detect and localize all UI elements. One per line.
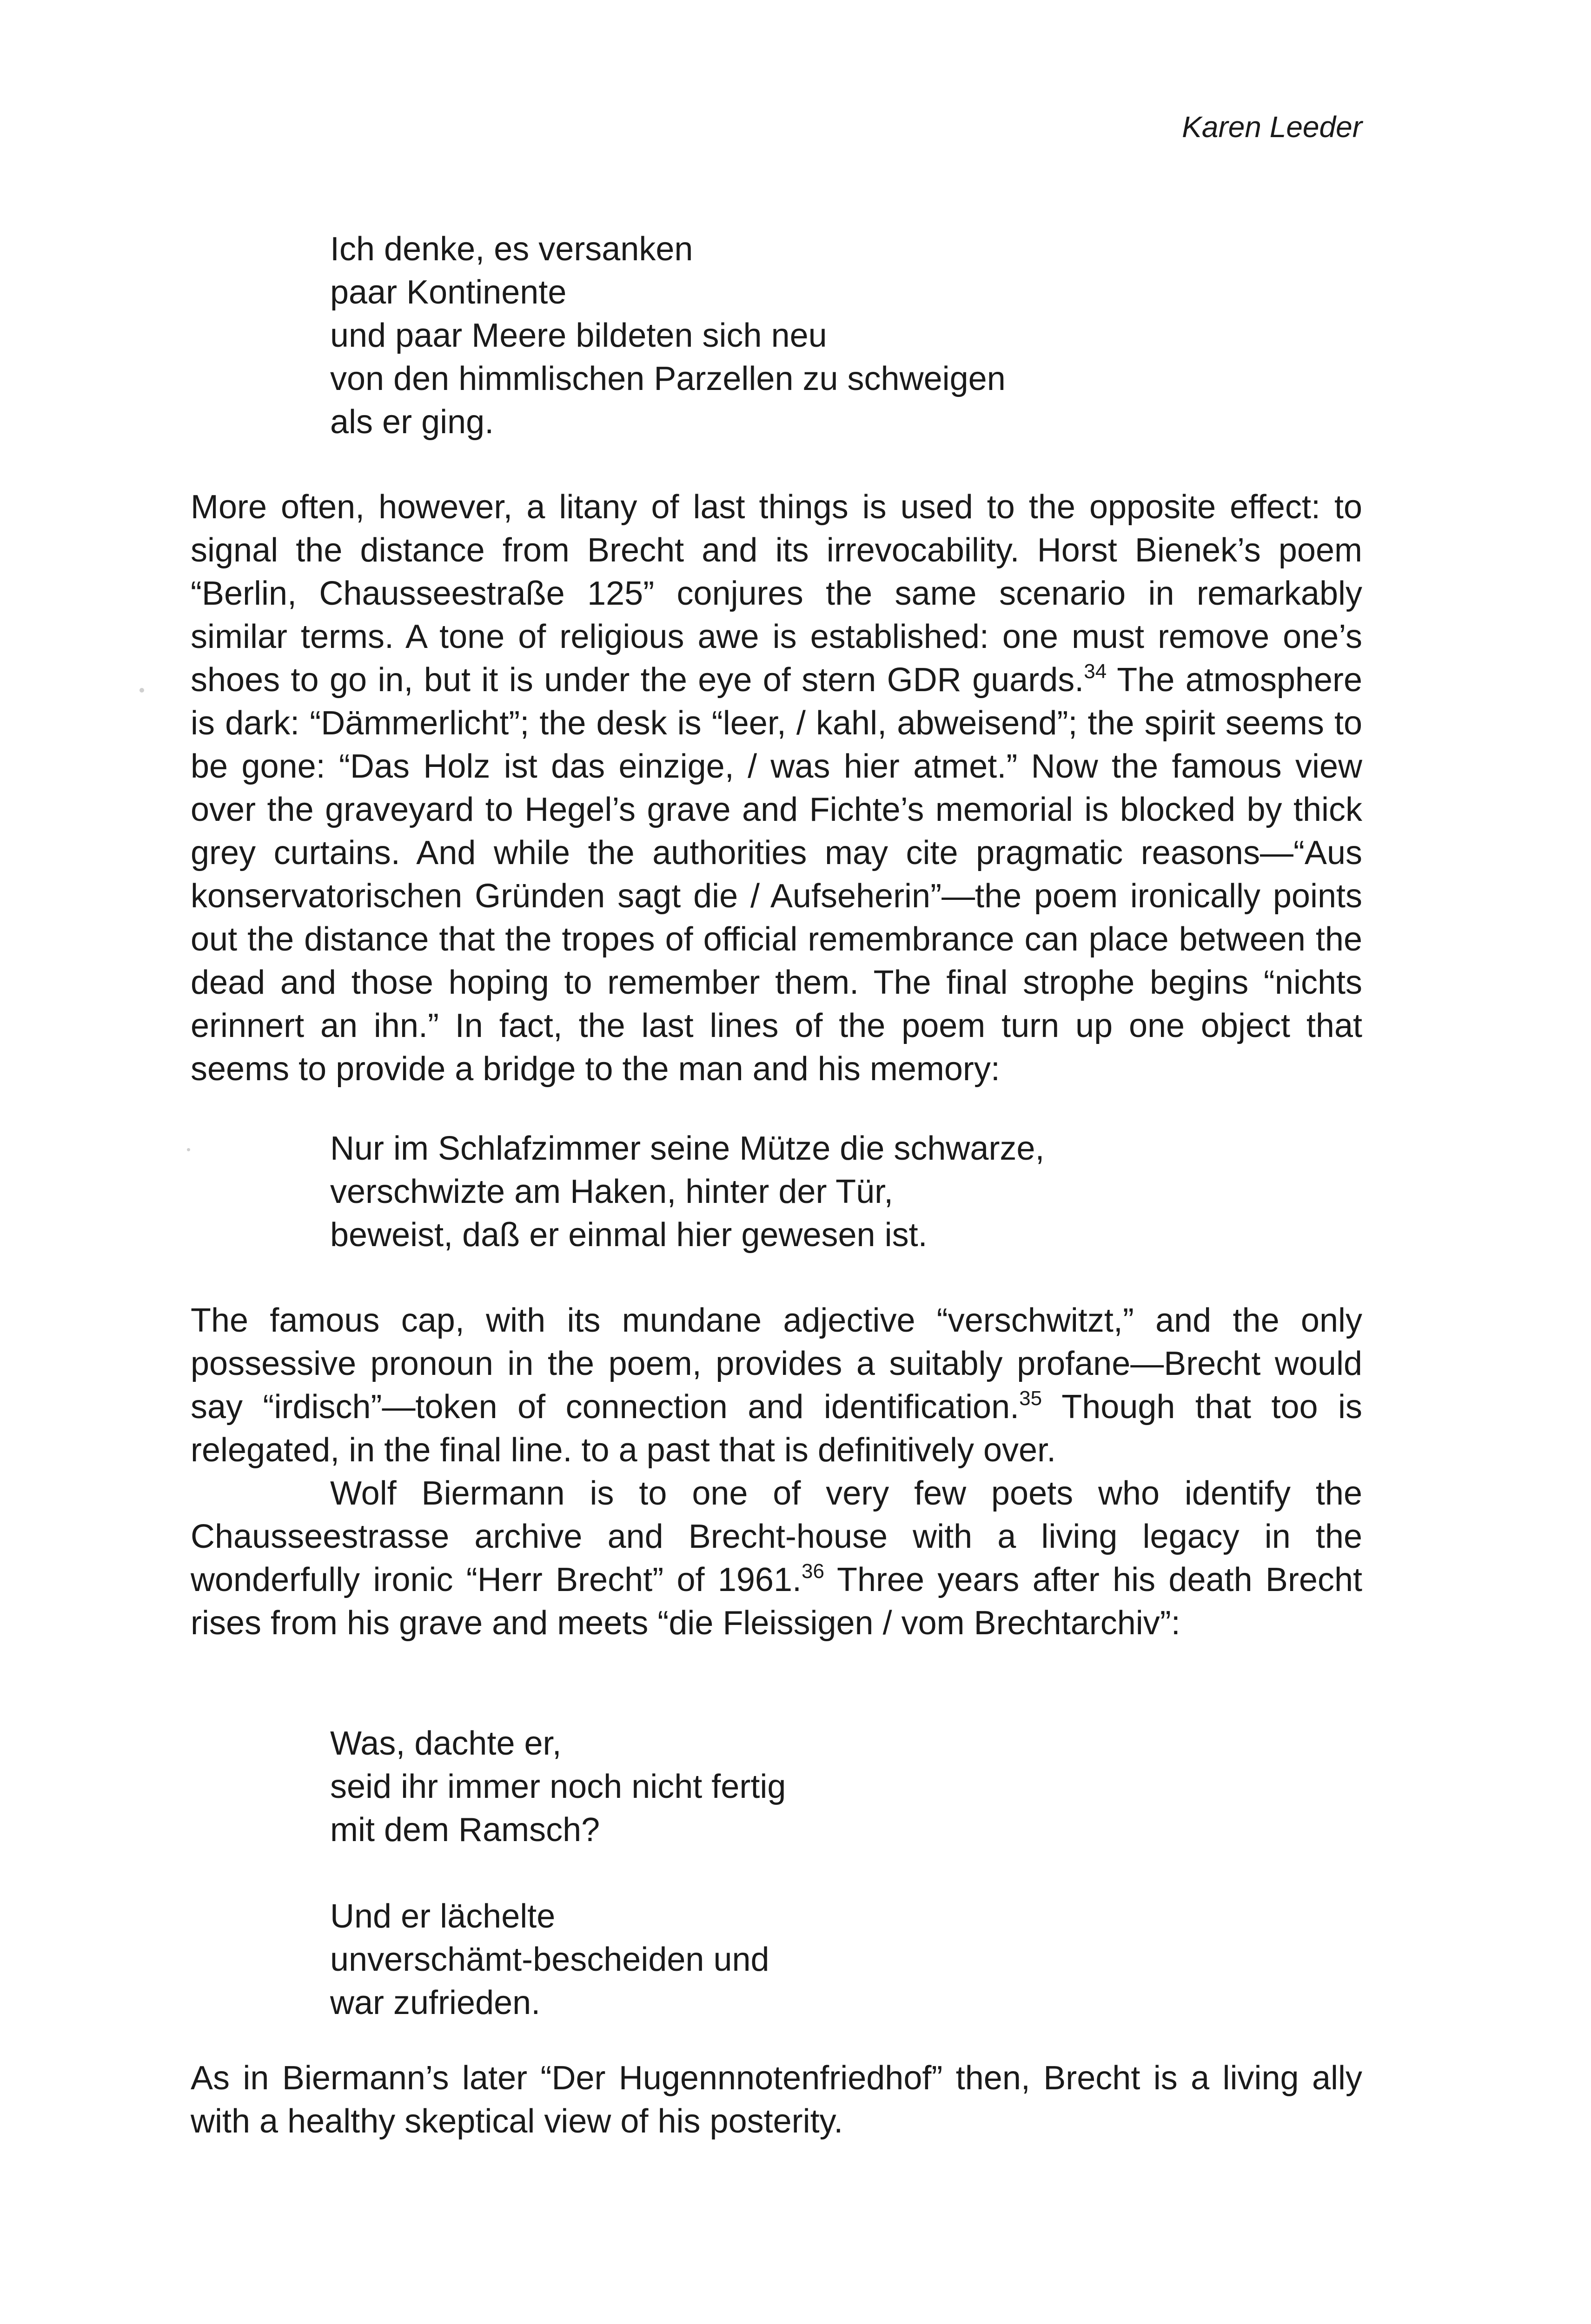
footnote-ref-36: 36: [802, 1560, 824, 1583]
paragraph-4-text: As in Biermann’s later “Der Hugennnotenfriedhof” then, Brecht is a living ally with a healthy skeptical view of his posterity.: [191, 2060, 1362, 2140]
verse-line: war zufrieden.: [330, 1984, 541, 2021]
paragraph-2: [191, 1299, 1362, 1645]
verse-line: unverschämt-bescheiden und: [330, 1941, 769, 1978]
footnote-ref-34: 34: [1084, 660, 1107, 683]
verse-line: Was, dachte er,: [330, 1725, 562, 1762]
verse-quotation-1: [330, 228, 1353, 444]
verse-line: Ich denke, es versanken: [330, 231, 693, 268]
paragraph-1: [191, 486, 1362, 1091]
paragraph-3-part-a: Wolf Biermann is to one of very few poets who identify the Chausseestrasse archive and Brecht-house with a living legacy in the wonderfully ironic “Herr Brecht” of 1961.: [191, 1475, 1362, 1598]
verse-line: und paar Meere bildeten sich neu: [330, 317, 827, 354]
verse-line: paar Kontinente: [330, 274, 567, 311]
footnote-ref-35: 35: [1019, 1387, 1042, 1410]
paragraph-3-text: [191, 1472, 1362, 1645]
verse-line: als er ging.: [330, 403, 494, 441]
verse-line: seid ihr immer noch nicht fertig: [330, 1768, 786, 1805]
verse-line: von den himmlischen Parzellen zu schweigen: [330, 360, 1006, 397]
paragraph-1-text: [191, 486, 1362, 1091]
verse-line: verschwizte am Haken, hinter der Tür,: [330, 1173, 894, 1210]
paragraph-2-text: [191, 1299, 1362, 1472]
verse-line: mit dem Ramsch?: [330, 1811, 600, 1849]
verse-line: Und er lächelte: [330, 1898, 556, 1935]
verse-line: beweist, daß er einmal hier gewesen ist.: [330, 1216, 928, 1254]
paragraph-1-part-a: More often, however, a litany of last things is used to the opposite effect: to signal the distance from Brecht and its irrevocability. Horst Bienek’s poem “Berlin, Chausseestraße 125” conjures the same scenario in remarkably similar terms. A tone of religious awe is established: one must remove one’s shoes to go in, but it is under the eye of stern GDR guards.: [191, 489, 1362, 699]
paragraph-4: [191, 2057, 1362, 2143]
scan-speck: [187, 1148, 190, 1151]
paragraph-2-part-b: Though that too is relegated, in the final line. to a past that is definitively over.: [191, 1388, 1362, 1469]
paragraph-1-part-b: The atmosphere is dark: “Dämmerlicht”; the desk is “leer, / kahl, abweisend”; the spirit seems to be gone: “Das Holz ist das einzige, / was hier atmet.” Now the famous view over the graveyard to Hegel’s grave and Fichte’s memorial is blocked by thick grey curtains. And while the authorities may cite pragmatic reasons—“Aus konservatorischen Gründen sagt die / Aufseherin”—the poem ironically points out the distance that the tropes of official remembrance can place between the dead and those hoping to remember them. The final strophe begins “nichts erinnert an ihn.” In fact, the last lines of the poem turn up one object that seems to provide a bridge to the man and his memory:: [191, 661, 1362, 1088]
scan-speck: [139, 688, 144, 693]
running-head-author: Karen Leeder: [1182, 110, 1362, 144]
stanza-break: [330, 1852, 1353, 1895]
paragraph-2-part-a: The famous cap, with its mundane adjective “verschwitzt,” and the only possessive pronoun in the poem, provides a suitably profane—Brecht would say “irdisch”—token of connection and identification.: [191, 1302, 1362, 1426]
verse-quotation-2: [330, 1127, 1353, 1257]
verse-line: Nur im Schlafzimmer seine Mütze die schwarze,: [330, 1130, 1045, 1167]
verse-quotation-3: [330, 1722, 1353, 2025]
paragraph-3-part-b: Three years after his death Brecht rises from his grave and meets “die Fleissigen / vom Brechtarchiv”:: [191, 1561, 1363, 1642]
